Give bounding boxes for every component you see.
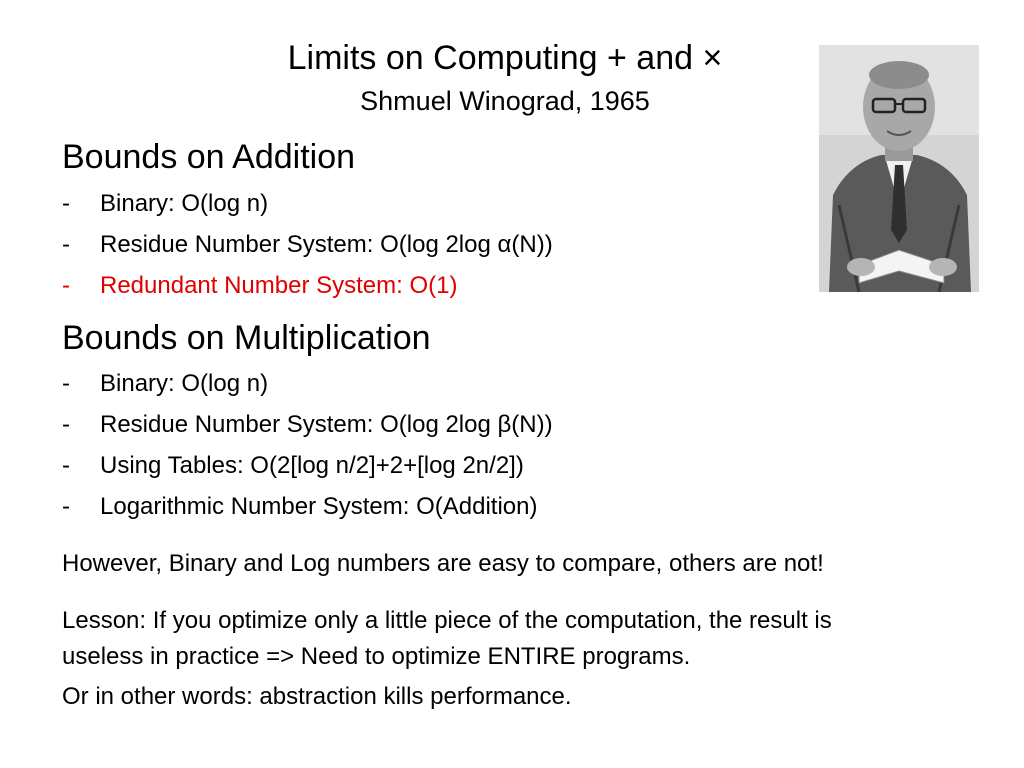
list-item-text: Binary: O(log n)	[100, 370, 269, 397]
bullet-dash: -	[62, 272, 70, 299]
lesson-text-line-2: useless in practice => Need to optimize ENTIRE programs.	[62, 643, 691, 670]
portrait-illustration	[819, 45, 979, 292]
list-item-text: Redundant Number System: O(1)	[100, 272, 458, 299]
slide-subtitle: Shmuel Winograd, 1965	[360, 86, 650, 116]
bullet-dash: -	[62, 190, 70, 217]
list-item-text: Residue Number System: O(log 2log α(N))	[100, 231, 553, 258]
list-item	[62, 492, 537, 522]
list-item-highlighted	[62, 271, 457, 301]
list-item-text: Logarithmic Number System: O(Addition)	[100, 493, 538, 520]
bullet-dash: -	[62, 231, 70, 258]
section-heading-addition: Bounds on Addition	[62, 138, 356, 176]
list-item-text: Residue Number System: O(log 2log β(N))	[100, 411, 553, 438]
slide-title: Limits on Computing + and ×	[287, 39, 723, 77]
closing-text: Or in other words: abstraction kills performance.	[62, 683, 572, 710]
list-item	[62, 230, 553, 260]
bullet-dash: -	[62, 411, 70, 438]
list-item-text: Using Tables: O(2[log n/2]+2+[log 2n/2])	[100, 452, 524, 479]
section-heading-multiplication: Bounds on Multiplication	[62, 319, 431, 357]
portrait-photo	[819, 45, 979, 292]
list-item	[62, 410, 553, 440]
lesson-text-line-1: Lesson: If you optimize only a little piece of the computation, the result is	[62, 607, 832, 634]
bullet-dash: -	[62, 452, 70, 479]
note-text: However, Binary and Log numbers are easy to compare, others are not!	[62, 550, 824, 577]
bullet-dash: -	[62, 370, 70, 397]
bullet-dash: -	[62, 493, 70, 520]
list-item	[62, 369, 268, 399]
list-item-text: Binary: O(log n)	[100, 190, 269, 217]
list-item	[62, 189, 268, 219]
list-item	[62, 451, 524, 481]
